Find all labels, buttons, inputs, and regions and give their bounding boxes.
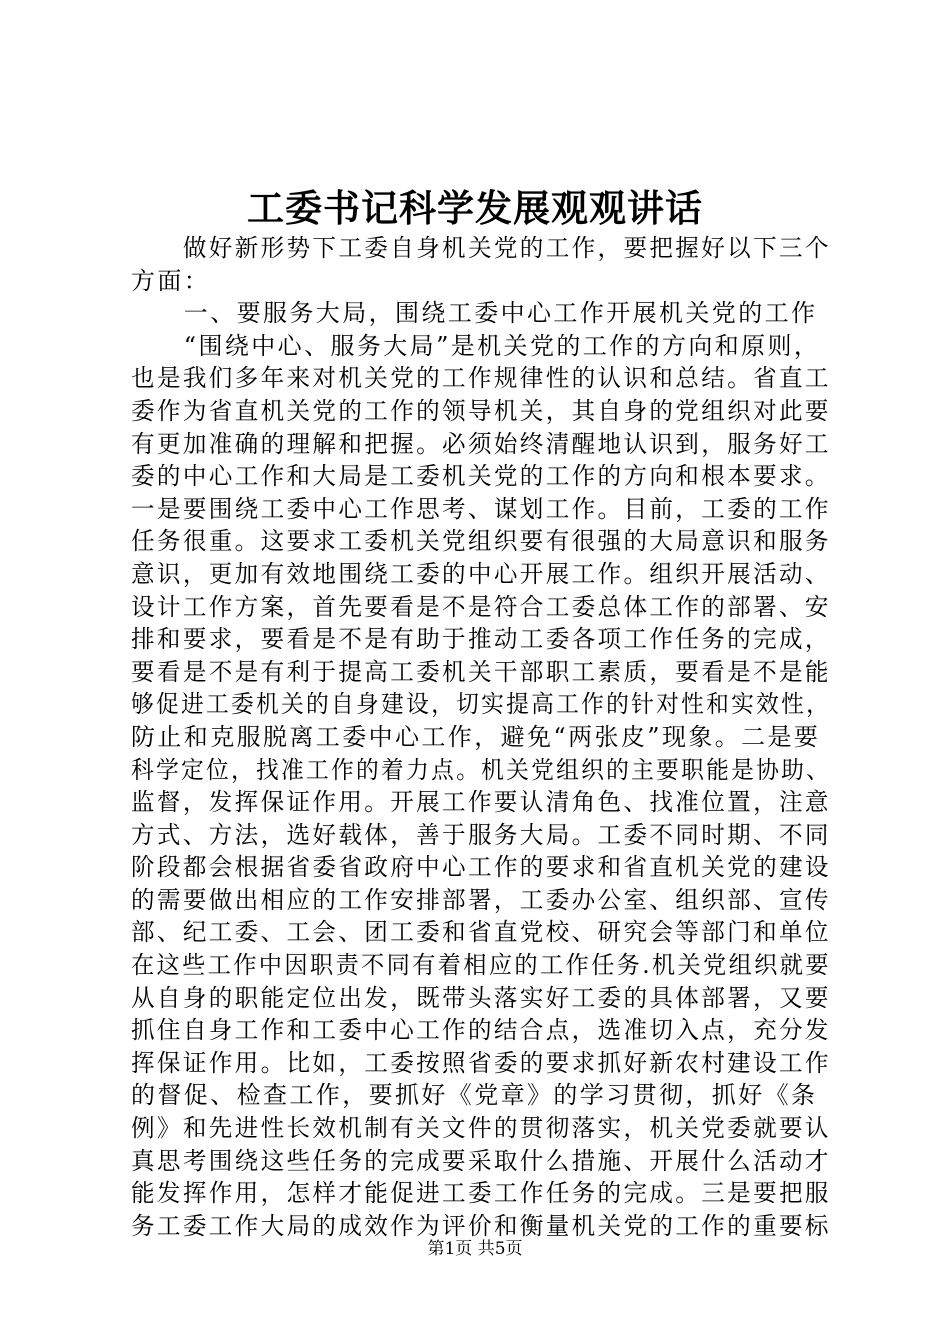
body-line: 例》和先进性长效机制有关文件的贯彻落实，机关党委就要认	[131, 1114, 831, 1143]
body-line: 一是要围绕工委中心工作思考、谋划工作。目前，工委的工作	[131, 494, 831, 523]
document-title: 工委书记科学发展观观讲话	[247, 186, 703, 230]
body-line: 够促进工委机关的自身建设，切实提高工作的针对性和实效性，	[131, 690, 832, 719]
body-line: 挥保证作用。比如，工委按照省委的要求抓好新农村建设工作	[131, 1048, 831, 1077]
body-line: 设计工作方案，首先要看是不是符合工委总体工作的部署、安	[131, 592, 831, 621]
body-line: 的督促、检查工作，要抓好《党章》的学习贯彻，抓好《条	[131, 1081, 818, 1110]
body-line: 防止和克服脱离工委中心工作，避免“两张皮”现象。二是要	[131, 722, 821, 751]
body-line: 方面：	[131, 266, 211, 295]
body-line: 在这些工作中因职责不同有着相应的工作任务.机关党组织就要	[131, 951, 831, 980]
body-line: 意识，更加有效地围绕工委的中心开展工作。组织开展活动、	[131, 559, 831, 588]
body-line: 做好新形势下工委自身机关党的工作，要把握好以下三个	[131, 234, 831, 262]
body-line: 抓住自身工作和工委中心工作的结合点，选准切入点，充分发	[131, 1016, 831, 1045]
body-line: 有更加准确的理解和把握。必须始终清醒地认识到，服务好工	[131, 429, 831, 458]
document-body	[131, 232, 831, 1242]
body-line: 委作为省直机关党的工作的领导机关，其自身的党组织对此要	[131, 396, 831, 425]
body-line: 排和要求，要看是不是有助于推动工委各项工作任务的完成，	[131, 625, 831, 654]
body-line: 的需要做出相应的工作安排部署，工委办公室、组织部、宣传	[131, 885, 831, 914]
body-line: 真思考围绕这些任务的完成要采取什么措施、开展什么活动才	[131, 1146, 831, 1175]
body-line: 委的中心工作和大局是工委机关党的工作的方向和根本要求。	[131, 462, 831, 491]
body-line: 阶段都会根据省委省政府中心工作的要求和省直机关党的建设	[131, 853, 831, 882]
body-line: 监督，发挥保证作用。开展工作要认清角色、找准位置，注意	[131, 788, 831, 817]
body-line: 任务很重。这要求工委机关党组织要有很强的大局意识和服务	[131, 527, 831, 556]
page-footer: 第1页 共5页	[427, 1239, 523, 1259]
body-line: 方式、方法，选好载体，善于服务大局。工委不同时期、不同	[131, 820, 831, 849]
body-line: 也是我们多年来对机关党的工作规律性的认识和总结。省直工	[131, 364, 831, 393]
body-line: 能发挥作用，怎样才能促进工委工作任务的完成。三是要把服	[131, 1179, 831, 1208]
body-line: 从自身的职能定位出发，既带头落实好工委的具体部署，又要	[131, 983, 831, 1012]
body-line: 部、纪工委、工会、团工委和省直党校、研究会等部门和单位	[131, 918, 831, 947]
body-line: 务工委工作大局的成效作为评价和衡量机关党的工作的重要标	[131, 1211, 831, 1240]
section-heading: 一、要服务大局，围绕工委中心工作开展机关党的工作	[131, 299, 818, 328]
body-line: “围绕中心、服务大局”是机关党的工作的方向和原则，	[131, 331, 821, 360]
body-line: 要看是不是有利于提高工委机关干部职工素质，要看是不是能	[131, 657, 831, 686]
body-line: 科学定位，找准工作的着力点。机关党组织的主要职能是协助、	[131, 755, 832, 784]
